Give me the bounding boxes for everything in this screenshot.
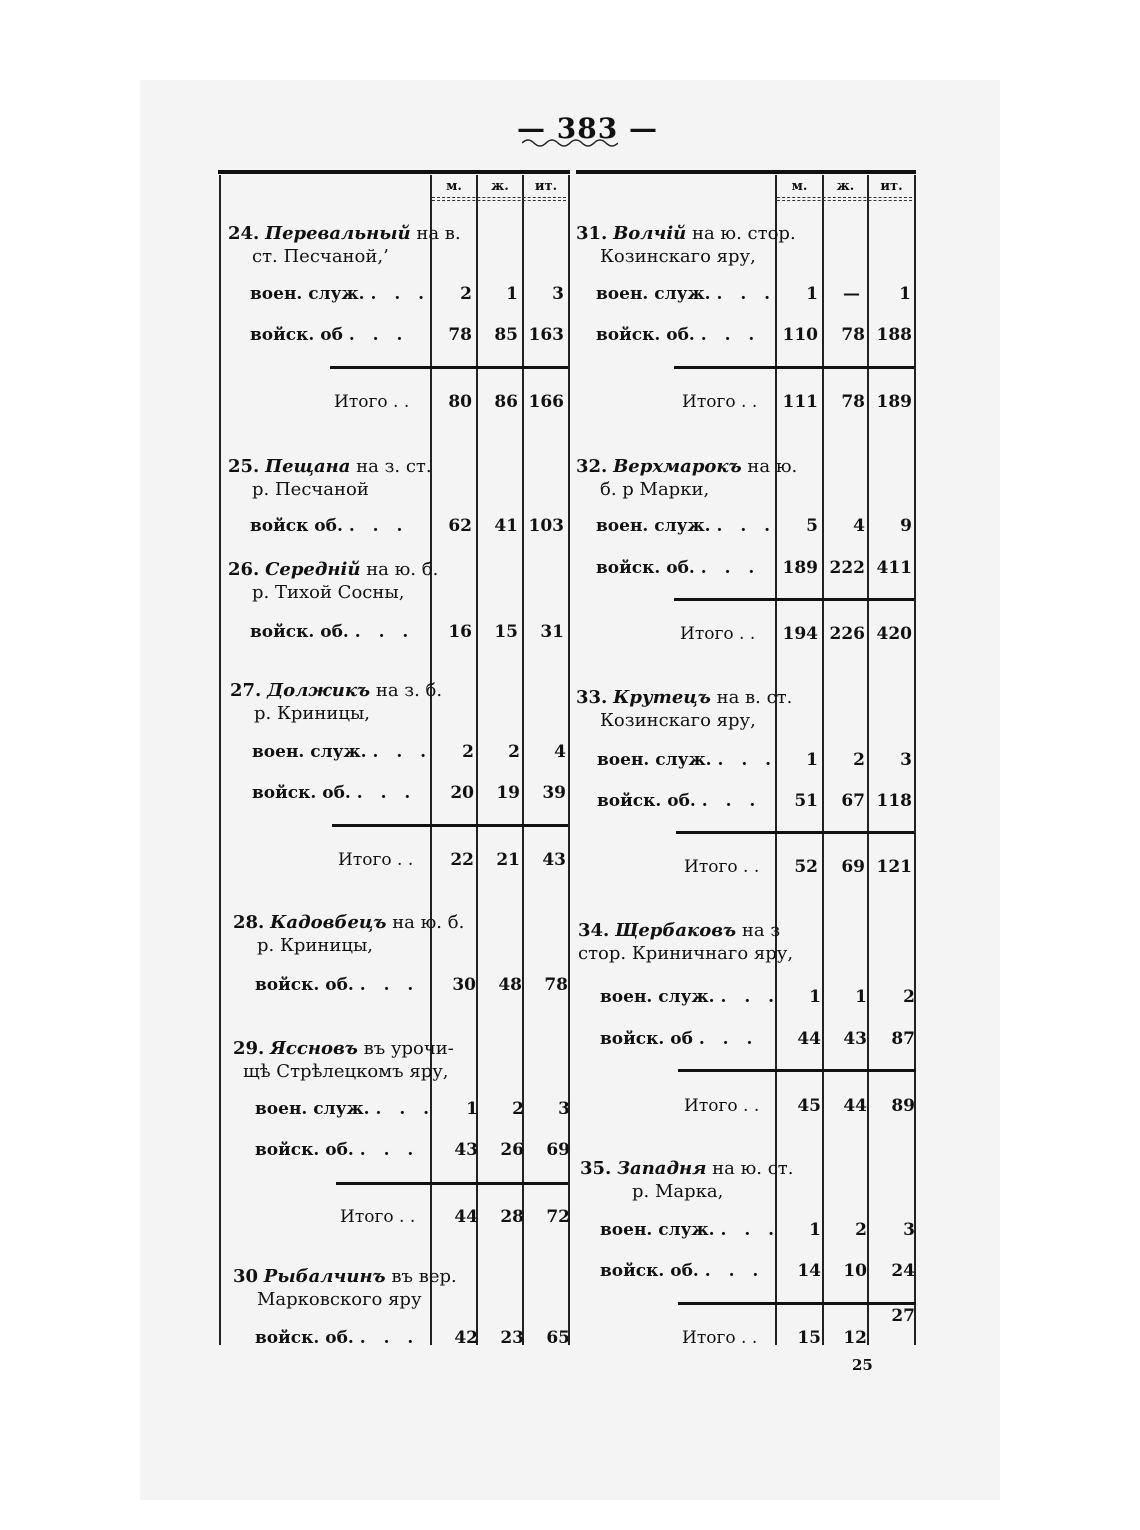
cell-it: 3	[903, 1220, 915, 1240]
cell-zh: 2	[855, 1220, 867, 1240]
row-label	[600, 1029, 758, 1049]
row-leader-dots: . . .	[698, 1029, 759, 1049]
entry-name: Яссновъ	[270, 1038, 358, 1059]
row-leader-dots: . . .	[359, 1140, 420, 1160]
row-leader-dots: . . .	[354, 622, 415, 642]
cell-zh: 2	[508, 742, 520, 762]
entry-name: Крутецъ	[613, 687, 711, 708]
cell-m: 5	[806, 516, 818, 536]
row-label-text: войск. об.	[596, 558, 695, 578]
total-m: 194	[782, 624, 818, 644]
sum-rule	[678, 1302, 916, 1305]
row-leader-dots: . . .	[716, 284, 777, 304]
row-label-text: войск. об.	[255, 975, 354, 995]
entry-name: Середній	[265, 559, 361, 580]
row-label	[250, 325, 408, 345]
total-label: Итого . .	[340, 1207, 416, 1227]
sum-rule	[676, 831, 914, 834]
cell-zh: 43	[843, 1029, 867, 1049]
row-label	[250, 516, 408, 536]
entry-name: Западня	[617, 1158, 707, 1179]
cell-it: 4	[554, 742, 566, 762]
row-leader-dots: . . .	[359, 975, 420, 995]
row-label-text: войск. об.	[250, 622, 349, 642]
entry-number: 24.	[228, 223, 260, 244]
total-label: Итого . .	[680, 624, 756, 644]
total-it: 89	[891, 1096, 915, 1116]
total-m: 15	[797, 1328, 821, 1348]
entry-location: на з	[741, 920, 781, 941]
sum-rule	[674, 598, 914, 601]
row-label	[252, 742, 432, 762]
cell-it: 3	[552, 284, 564, 304]
entry-number: 30	[233, 1266, 259, 1287]
row-leader-dots: . . .	[370, 284, 431, 304]
header-it-left: ит.	[534, 179, 558, 194]
row-label-text: войск. об.	[255, 1328, 354, 1348]
cell-zh: 26	[500, 1140, 524, 1160]
cell-zh: 15	[494, 622, 518, 642]
row-label-text: воен. служ.	[596, 284, 711, 304]
sum-rule	[332, 824, 568, 827]
row-label	[255, 1099, 435, 1119]
cell-zh: 67	[841, 791, 865, 811]
row-label	[255, 975, 419, 995]
entry-location: на ю. б.	[366, 559, 439, 580]
total-zh: 226	[829, 624, 865, 644]
row-leader-dots: . . .	[701, 791, 762, 811]
row-label-text: войск. об	[250, 325, 343, 345]
entry-25	[228, 455, 432, 501]
row-leader-dots: . . .	[716, 516, 777, 536]
row-label-text: войск. об.	[600, 1261, 699, 1281]
entry-32	[576, 455, 797, 501]
entry-number: 31.	[576, 223, 608, 244]
total-m: 80	[448, 392, 472, 412]
entry-number: 32.	[576, 456, 608, 477]
total-zh: 12	[843, 1328, 867, 1348]
cell-m: 2	[460, 284, 472, 304]
header-rule-left	[432, 197, 566, 201]
row-label	[255, 1328, 419, 1348]
cell-zh: 1	[506, 284, 518, 304]
entry-location-line2: ст. Песчаной,’	[252, 246, 389, 267]
entry-number: 28.	[233, 912, 265, 933]
cell-m: 2	[462, 742, 474, 762]
entry-number: 27.	[230, 680, 262, 701]
cell-m: 20	[450, 783, 474, 803]
entry-number: 33.	[576, 687, 608, 708]
entry-location-line2: Марковского яру	[257, 1289, 422, 1310]
cell-it: 87	[891, 1029, 915, 1049]
entry-name: Кадовбецъ	[270, 912, 387, 933]
entry-location: на в.	[416, 223, 461, 244]
cell-m: 189	[782, 558, 818, 578]
row-leader-dots: . . .	[375, 1099, 436, 1119]
cell-m: 1	[466, 1099, 478, 1119]
total-m: 45	[797, 1096, 821, 1116]
entry-location-line2: р. Тихой Сосны,	[252, 582, 405, 603]
cell-zh: 78	[841, 325, 865, 345]
row-label	[596, 284, 776, 304]
entry-location-line2: Козинскаго яру,	[600, 246, 756, 267]
cell-zh: 85	[494, 325, 518, 345]
sum-rule	[674, 366, 914, 369]
row-label-text: войск. об.	[597, 791, 696, 811]
row-label-text: воен. служ.	[600, 987, 715, 1007]
cell-m: 44	[797, 1029, 821, 1049]
entry-number: 29.	[233, 1038, 265, 1059]
entry-location-line2: Козинскаго яру,	[600, 710, 756, 731]
total-label: Итого . .	[682, 392, 758, 412]
cell-it: 1	[899, 284, 911, 304]
row-label-text: воен. служ.	[596, 516, 711, 536]
total-it: 189	[876, 392, 912, 412]
entry-26	[228, 558, 438, 604]
total-it: 420	[876, 624, 912, 644]
cell-m: 14	[797, 1261, 821, 1281]
total-it: 27	[891, 1306, 915, 1326]
cell-it: 411	[876, 558, 912, 578]
cell-m: 1	[806, 284, 818, 304]
sum-rule	[330, 366, 568, 369]
row-label-text: войск. об.	[252, 783, 351, 803]
cell-zh: 41	[494, 516, 518, 536]
total-zh: 21	[496, 850, 520, 870]
sum-rule	[678, 1069, 916, 1072]
header-rule-right	[777, 197, 912, 201]
row-label	[600, 1220, 780, 1240]
header-it-right: ит.	[880, 179, 903, 194]
row-leader-dots: . . .	[720, 1220, 781, 1240]
row-label-text: воен. служ.	[252, 742, 367, 762]
cell-zh: 19	[496, 783, 520, 803]
entry-location-line2: б. р Марки,	[600, 479, 710, 500]
row-label-text: войск. об	[600, 1029, 693, 1049]
entry-34	[578, 919, 793, 965]
row-label	[597, 750, 777, 770]
cell-m: 78	[448, 325, 472, 345]
cell-it: 65	[546, 1328, 570, 1348]
cell-it: 9	[900, 516, 912, 536]
row-leader-dots: . . .	[359, 1328, 420, 1348]
row-label	[597, 791, 761, 811]
entry-31	[576, 222, 796, 268]
cell-m: 43	[454, 1140, 478, 1160]
left-border	[219, 175, 221, 1345]
header-m-left: м.	[446, 179, 462, 194]
row-label	[596, 558, 760, 578]
cell-it: 69	[546, 1140, 570, 1160]
cell-m: 1	[809, 1220, 821, 1240]
table-top-rule-left	[218, 170, 570, 174]
cell-it: 31	[540, 622, 564, 642]
table-top-rule-right	[576, 170, 916, 174]
cell-m: 62	[448, 516, 472, 536]
cell-zh: 23	[500, 1328, 524, 1348]
header-m-right: м.	[791, 179, 808, 194]
entry-number: 25.	[228, 456, 260, 477]
row-leader-dots: . . .	[720, 987, 781, 1007]
cell-it: 188	[876, 325, 912, 345]
total-m: 52	[794, 857, 818, 877]
entry-location-line2: щѣ Стрѣлецкомъ яру,	[243, 1061, 449, 1082]
entry-location: на з. ст.	[356, 456, 432, 477]
cell-m: 51	[794, 791, 818, 811]
cell-m: 30	[452, 975, 476, 995]
cell-it: 78	[544, 975, 568, 995]
row-label	[596, 325, 760, 345]
cell-it: 39	[542, 783, 566, 803]
header-zh-left: ж.	[491, 179, 509, 194]
entry-name: Рыбалчинъ	[263, 1266, 386, 1287]
total-m: 44	[454, 1207, 478, 1227]
signature-mark: 25	[852, 1356, 873, 1374]
col-divider	[568, 175, 570, 1345]
total-zh: 86	[494, 392, 518, 412]
total-m: 22	[450, 850, 474, 870]
cell-zh: 2	[853, 750, 865, 770]
entry-location: въ урочи-	[363, 1038, 454, 1059]
total-zh: 78	[841, 392, 865, 412]
row-label	[252, 783, 416, 803]
entry-location: на ю. ст.	[712, 1158, 794, 1179]
cell-zh: 10	[843, 1261, 867, 1281]
cell-m: 1	[809, 987, 821, 1007]
entry-location: на ю. стор.	[691, 223, 796, 244]
entry-28	[233, 911, 464, 957]
cell-zh: 222	[829, 558, 865, 578]
total-it: 43	[542, 850, 566, 870]
total-zh: 44	[843, 1096, 867, 1116]
right-border	[914, 175, 916, 1345]
entry-29	[233, 1037, 454, 1083]
entry-location: на в. ст.	[716, 687, 793, 708]
cell-zh: 48	[498, 975, 522, 995]
row-leader-dots: . . .	[704, 1261, 765, 1281]
page-number-underline	[522, 137, 618, 147]
row-leader-dots: . . .	[348, 516, 409, 536]
row-leader-dots: . . .	[372, 742, 433, 762]
entry-27	[230, 679, 442, 725]
entry-24	[228, 222, 461, 268]
row-label	[255, 1140, 419, 1160]
row-label-text: воен. служ.	[250, 284, 365, 304]
row-label	[250, 622, 414, 642]
cell-m: 1	[806, 750, 818, 770]
row-label	[600, 987, 780, 1007]
total-label: Итого . .	[684, 857, 760, 877]
entry-35	[580, 1157, 793, 1203]
row-label	[596, 516, 776, 536]
row-leader-dots: . . .	[356, 783, 417, 803]
row-label-text: воен. служ.	[600, 1220, 715, 1240]
entry-33	[576, 686, 792, 732]
row-leader-dots: . . .	[348, 325, 409, 345]
row-label-text: воен. служ.	[597, 750, 712, 770]
entry-30	[233, 1265, 457, 1311]
cell-it: 3	[558, 1099, 570, 1119]
entry-location-line2: р. Криницы,	[257, 935, 374, 956]
total-zh: 69	[841, 857, 865, 877]
row-leader-dots: . . .	[717, 750, 778, 770]
cell-it: 3	[900, 750, 912, 770]
row-label	[600, 1261, 764, 1281]
entry-name: Перевальный	[265, 223, 411, 244]
entry-name: Должикъ	[267, 680, 371, 701]
cell-m: 16	[448, 622, 472, 642]
entry-name: Щербаковъ	[615, 920, 737, 941]
entry-location-line2: стор. Криничнаго яру,	[578, 943, 794, 964]
entry-location: въ вер.	[391, 1266, 457, 1287]
entry-name: Верхмарокъ	[613, 456, 742, 477]
cell-it: 2	[903, 987, 915, 1007]
entry-number: 34.	[578, 920, 610, 941]
row-leader-dots: . . .	[700, 558, 761, 578]
entry-location-line2: р. Песчаной	[252, 479, 369, 500]
total-it: 121	[876, 857, 912, 877]
entry-location: на з. б.	[375, 680, 443, 701]
cell-zh: 2	[512, 1099, 524, 1119]
total-it: 72	[546, 1207, 570, 1227]
entry-location-line2: р. Криницы,	[254, 703, 371, 724]
cell-zh: —	[843, 284, 860, 304]
total-label: Итого . .	[338, 850, 414, 870]
entry-location: на ю.	[747, 456, 798, 477]
cell-it: 24	[891, 1261, 915, 1281]
total-label: Итого . .	[334, 392, 410, 412]
row-label-text: войск. об.	[255, 1140, 354, 1160]
entry-location: на ю. б.	[392, 912, 465, 933]
cell-m: 42	[454, 1328, 478, 1348]
cell-m: 110	[782, 325, 818, 345]
row-leader-dots: . . .	[700, 325, 761, 345]
total-label: Итого . .	[682, 1328, 758, 1348]
total-m: 111	[782, 392, 818, 412]
entry-number: 26.	[228, 559, 260, 580]
cell-it: 103	[528, 516, 564, 536]
page-number: — 383 —	[517, 112, 658, 145]
row-label-text: воен. служ.	[255, 1099, 370, 1119]
cell-zh: 1	[855, 987, 867, 1007]
entry-name: Волчій	[613, 223, 687, 244]
cell-zh: 4	[853, 516, 865, 536]
cell-it: 163	[528, 325, 564, 345]
total-it: 166	[528, 392, 564, 412]
row-label-text: войск. об.	[596, 325, 695, 345]
entry-number: 35.	[580, 1158, 612, 1179]
row-label-text: войск об.	[250, 516, 343, 536]
header-zh-right: ж.	[836, 179, 855, 194]
entry-name: Пещана	[265, 456, 351, 477]
entry-location-line2: р. Марка,	[632, 1181, 724, 1202]
cell-it: 118	[876, 791, 912, 811]
total-zh: 28	[500, 1207, 524, 1227]
sum-rule	[336, 1182, 568, 1185]
total-label: Итого . .	[684, 1096, 760, 1116]
row-label	[250, 284, 430, 304]
